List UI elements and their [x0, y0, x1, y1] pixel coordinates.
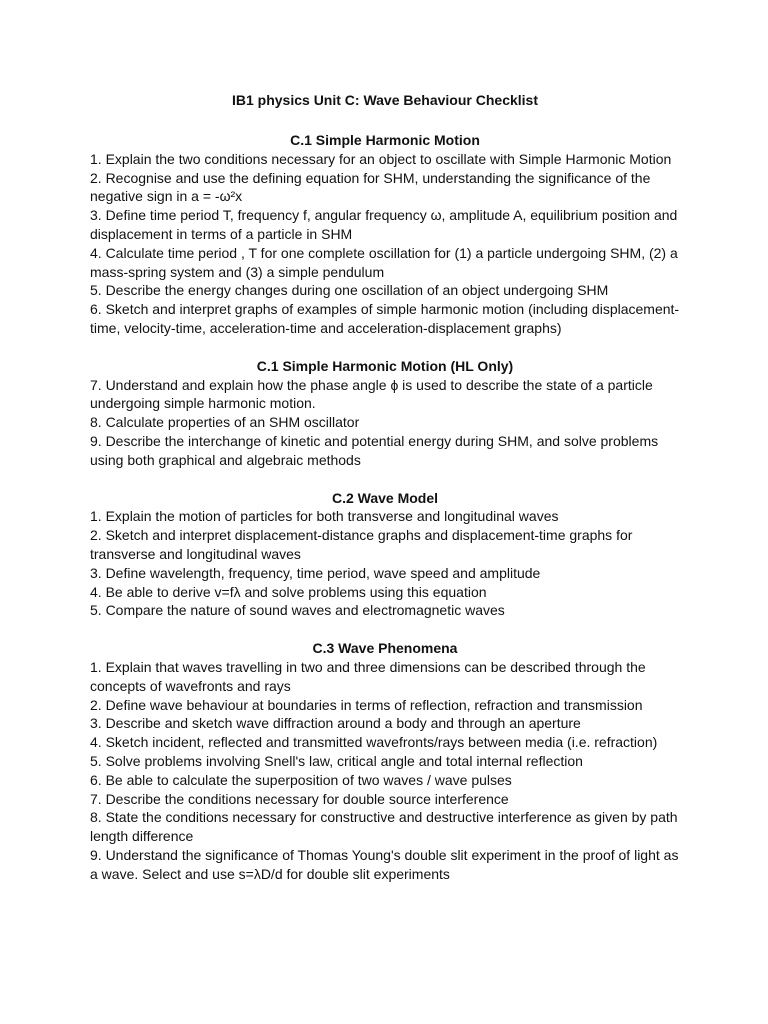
checklist-item: 2. Define wave behaviour at boundaries in terms of reflection, refraction and transmission	[90, 696, 643, 713]
checklist-item: 8. Calculate properties of an SHM oscillator	[90, 414, 360, 431]
checklist-item: 4. Be able to derive v=fλ and solve problems using this equation	[90, 583, 487, 600]
section-c1-shm	[90, 131, 680, 338]
section-title: C.1 Simple Harmonic Motion	[290, 132, 480, 148]
checklist-item: 3. Define wavelength, frequency, time period, wave speed and amplitude	[90, 564, 541, 581]
checklist-item: 4. Sketch incident, reflected and transmitted wavefronts/rays between media (i.e. refraction)	[90, 734, 658, 751]
checklist-item: 5. Describe the energy changes during one oscillation of an object undergoing SHM	[90, 282, 609, 299]
checklist-item: 2. Recognise and use the defining equation for SHM, understanding the significance of the negative sign in a = -ω²x	[90, 169, 651, 205]
checklist-item: 6. Be able to calculate the superposition of two waves / wave pulses	[90, 771, 512, 788]
checklist-item: 4. Calculate time period , T for one complete oscillation for (1) a particle undergoing SHM, (2) a mass-spring system and (3) a simple pendulum	[90, 244, 678, 280]
section-c2-wave-model	[90, 489, 680, 621]
document-title: IB1 physics Unit C: Wave Behaviour Checklist	[231, 92, 538, 108]
checklist-item: 8. State the conditions necessary for constructive and destructive interference as given by path length difference	[90, 809, 678, 845]
checklist-item: 1. Explain the motion of particles for both transverse and longitudinal waves	[90, 508, 559, 525]
checklist-item: 9. Understand the significance of Thomas Young's double slit experiment in the proof of light as a wave. Select and use s=λD/d for double slit experiments	[90, 846, 679, 882]
checklist-item: 9. Describe the interchange of kinetic and potential energy during SHM, and solve problems using both graphical and algebraic methods	[90, 432, 659, 468]
checklist-item: 5. Compare the nature of sound waves and electromagnetic waves	[90, 602, 505, 619]
section-title: C.2 Wave Model	[331, 489, 439, 506]
checklist-item: 2. Sketch and interpret displacement-distance graphs and displacement-time graphs for transverse and longitudinal waves	[90, 527, 633, 562]
checklist-item: 5. Solve problems involving Snell's law, critical angle and total internal reflection	[90, 752, 583, 769]
section-c3-wave-phenomena	[90, 639, 680, 883]
checklist-item: 1. Explain the two conditions necessary for an object to oscillate with Simple Harmonic Motion	[90, 150, 672, 167]
section-title: C.3 Wave Phenomena	[312, 640, 458, 657]
document-page	[90, 88, 680, 902]
section-title: C.1 Simple Harmonic Motion (HL Only)	[256, 357, 514, 374]
section-c1-shm-hl	[90, 357, 680, 470]
checklist-item: 6. Sketch and interpret graphs of examples of simple harmonic motion (including displacement-time, velocity-time, acceleration-time and acceleration-displacement graphs)	[90, 301, 680, 336]
checklist-item: 7. Describe the conditions necessary for double source interference	[90, 790, 509, 807]
checklist-item: 3. Define time period T, frequency f, angular frequency ω, amplitude A, equilibrium position and displacement in terms of a particle in SHM	[90, 207, 678, 242]
checklist-item: 3. Describe and sketch wave diffraction around a body and through an aperture	[90, 715, 581, 732]
checklist-item: 1. Explain that waves travelling in two and three dimensions can be described through the concepts of wavefronts and rays	[90, 658, 646, 694]
checklist-item: 7. Understand and explain how the phase angle ϕ is used to describe the state of a particle undergoing simple harmonic motion.	[90, 376, 653, 412]
